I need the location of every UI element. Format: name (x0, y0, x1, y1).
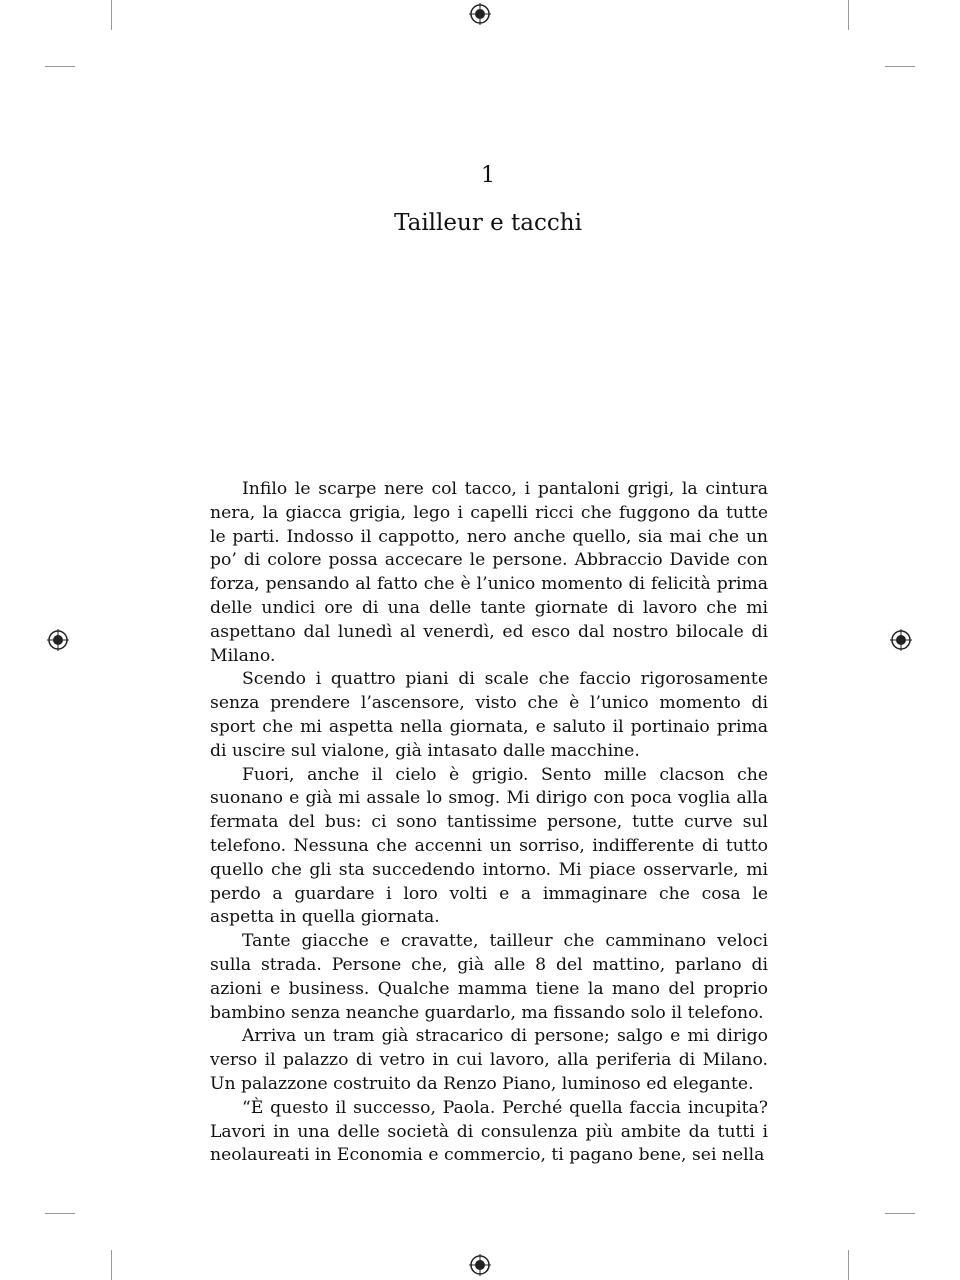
paragraph: Infilo le scarpe nere col tacco, i pantaloni grigi, la cintura nera, la giacca grigia, lego i capelli ricci che fuggono da tutte le parti. Indosso il cappotto, nero anche quello, sia mai che un po’ di colore possa accecare le persone. Abbraccio Davide con forza, pensando al fatto che è l’unico momento di felicità prima delle undici ore di una delle tante giornate di lavoro che mi aspettano dal lunedì al venerdì, ed esco dal nostro bilocale di Milano. (210, 479, 768, 666)
body-text (210, 478, 768, 1168)
crop-mark-left-top (45, 66, 75, 67)
registration-mark-icon (890, 629, 912, 651)
registration-mark-icon (469, 3, 491, 25)
crop-mark-right-bottom (885, 1213, 915, 1214)
chapter-title: Tailleur e tacchi (394, 210, 582, 236)
crop-mark-top-right (848, 0, 849, 30)
paragraph: Fuori, anche il cielo è grigio. Sento mille clacson che suonano e già mi assale lo smog. Mi dirigo con poca voglia alla fermata del bus: ci sono tantissime persone, tutte curve sul telefono. Nessuna che accenni un sorriso, indifferente di tutto quello che gli sta succedendo intorno. Mi piace osservarle, mi perdo a guardare i loro volti e a immaginare che cosa le aspetta in quella giornata. (210, 764, 768, 928)
crop-mark-left-bottom (45, 1213, 75, 1214)
registration-mark-icon (469, 1254, 491, 1276)
crop-mark-top-left (111, 0, 112, 30)
paragraph: “È questo il successo, Paola. Perché quella faccia incupita? Lavori in una delle società di consulenza più ambite da tutti i neolaureati in Economia e commercio, ti pagano bene, sei nella (210, 1097, 768, 1166)
crop-mark-bottom-left (111, 1250, 112, 1280)
registration-mark-icon (47, 629, 69, 651)
crop-mark-right-top (885, 66, 915, 67)
chapter-number: 1 (481, 163, 495, 188)
paragraph: Scendo i quattro piani di scale che faccio rigorosamente senza prendere l’ascensore, visto che è l’unico momento di sport che mi aspetta nella giornata, e saluto il portinaio prima di uscire sul vialone, già intasato dalle macchine. (210, 669, 768, 761)
paragraph: Arriva un tram già stracarico di persone; salgo e mi dirigo verso il palazzo di vetro in cui lavoro, alla periferia di Milano. Un palazzone costruito da Renzo Piano, luminoso ed elegante. (210, 1026, 768, 1094)
paragraph: Tante giacche e cravatte, tailleur che camminano veloci sulla strada. Persone che, già alle 8 del mattino, parlano di azioni e business. Qualche mamma tiene la mano del proprio bambino senza neanche guardarlo, ma fissando solo il telefono. (210, 931, 768, 1023)
crop-mark-bottom-right (848, 1250, 849, 1280)
